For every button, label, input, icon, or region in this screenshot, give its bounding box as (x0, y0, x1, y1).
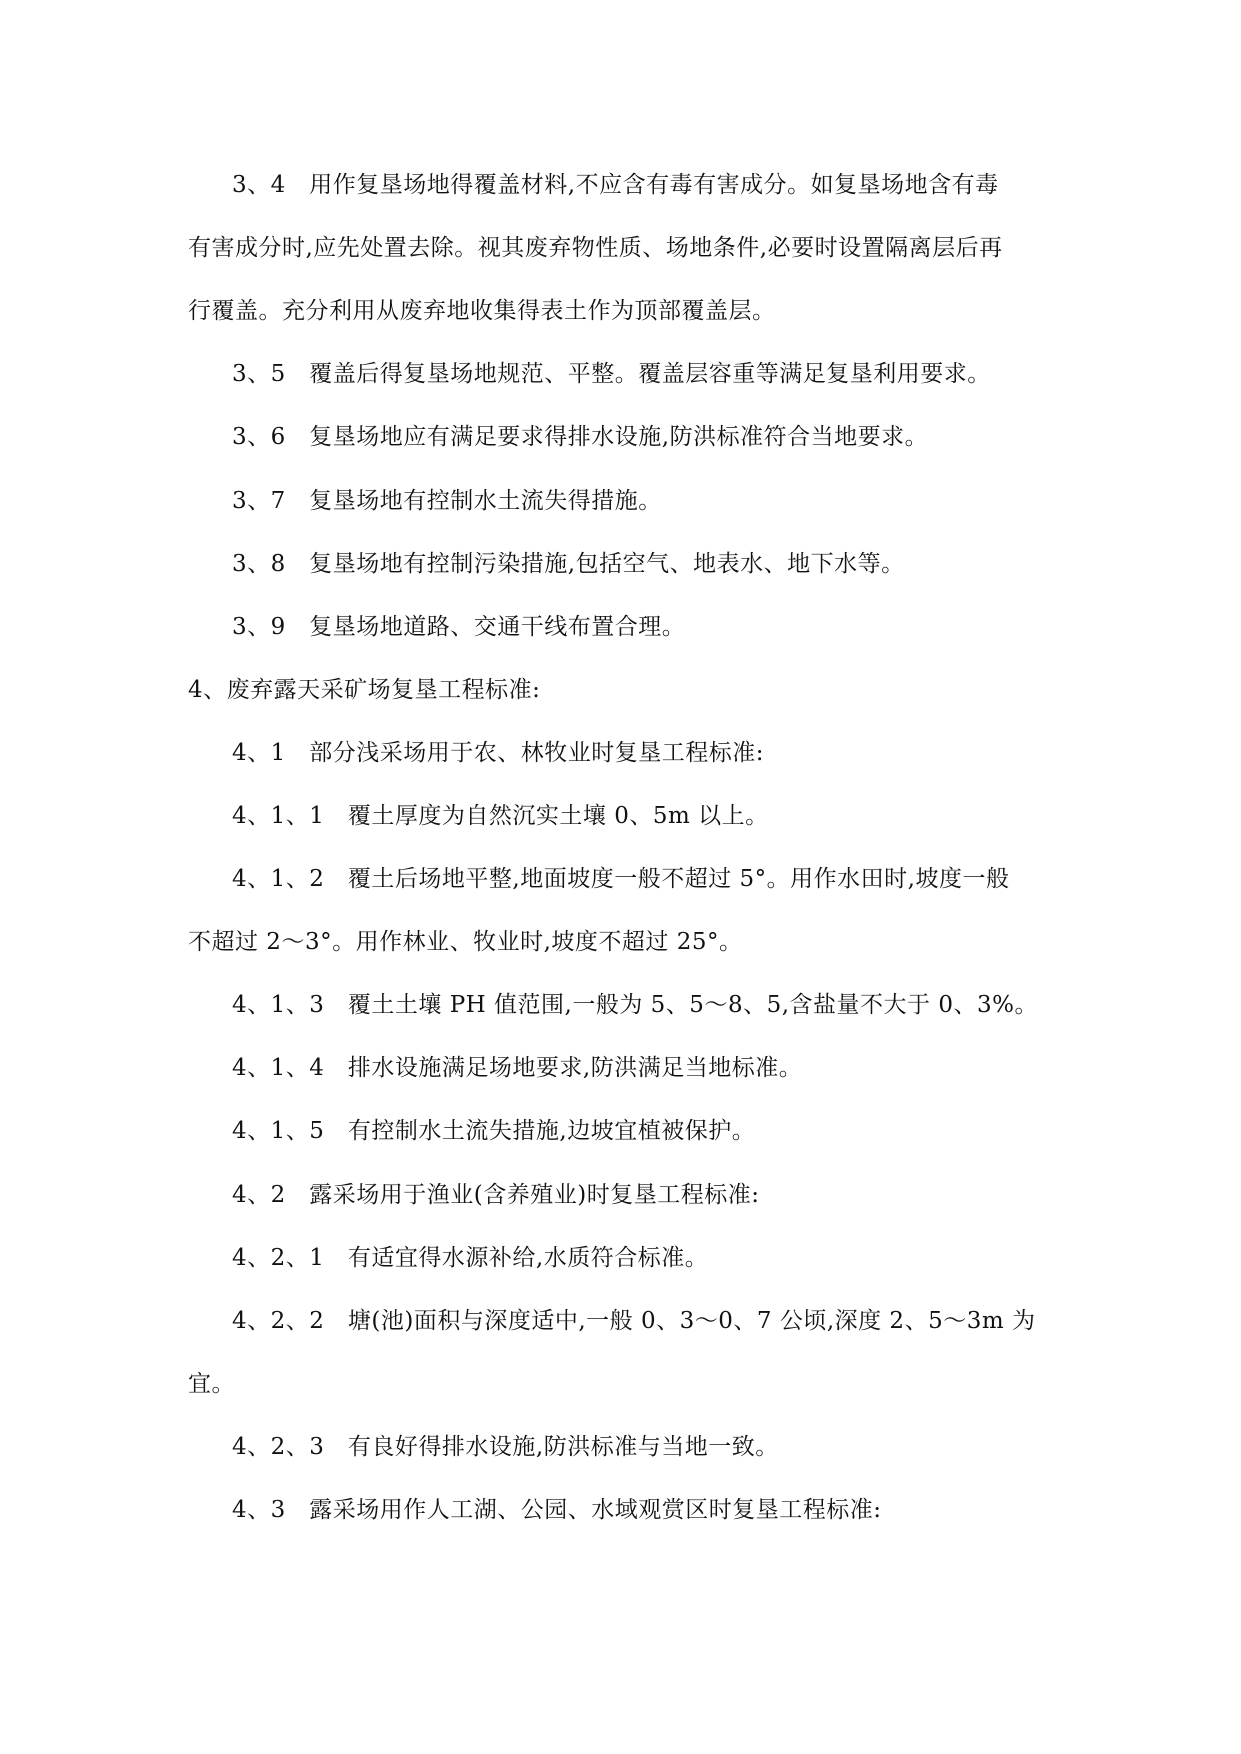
subheading-4-3: 4、3 露采场用作人工湖、公园、水域观赏区时复垦工程标准: (232, 1497, 882, 1523)
paragraph-4-1-1: 4、1、1 覆土厚度为自然沉实土壤 0、5m 以上。 (232, 803, 769, 829)
paragraph-4-1-3: 4、1、3 覆土土壤 PH 值范围,一般为 5、5～8、5,含盐量不大于 0、3%。 (232, 992, 1038, 1018)
paragraph-4-2-2-line-1: 4、2、2 塘(池)面积与深度适中,一般 0、3～0、7 公顷,深度 2、5～3m 为 (232, 1308, 1036, 1334)
paragraph-4-2-3: 4、2、3 有良好得排水设施,防洪标准与当地一致。 (232, 1434, 779, 1460)
paragraph-3-4-line-2: 有害成分时,应先处置去除。视其废弃物性质、场地条件,必要时设置隔离层后再 (188, 235, 1003, 261)
paragraph-4-2-1: 4、2、1 有适宜得水源补给,水质符合标准。 (232, 1245, 709, 1271)
paragraph-3-8: 3、8 复垦场地有控制污染措施,包括空气、地表水、地下水等。 (232, 551, 905, 577)
paragraph-4-1-2-line-1: 4、1、2 覆土后场地平整,地面坡度一般不超过 5°。用作水田时,坡度一般 (232, 866, 1010, 892)
paragraph-4-1-2-line-2: 不超过 2～3°。用作林业、牧业时,坡度不超过 25°。 (188, 929, 743, 955)
paragraph-3-4-line-1: 3、4 用作复垦场地得覆盖材料,不应含有毒有害成分。如复垦场地含有毒 (232, 172, 999, 198)
paragraph-3-4-line-3: 行覆盖。充分利用从废弃地收集得表土作为顶部覆盖层。 (188, 298, 776, 324)
paragraph-4-1-4: 4、1、4 排水设施满足场地要求,防洪满足当地标准。 (232, 1055, 803, 1081)
paragraph-3-7: 3、7 复垦场地有控制水土流失得措施。 (232, 488, 662, 514)
subheading-4-2: 4、2 露采场用于渔业(含养殖业)时复垦工程标准: (232, 1182, 760, 1208)
paragraph-3-9: 3、9 复垦场地道路、交通干线布置合理。 (232, 614, 686, 640)
subheading-4-1: 4、1 部分浅采场用于农、林牧业时复垦工程标准: (232, 740, 765, 766)
section-heading-4: 4、废弃露天采矿场复垦工程标准: (188, 677, 541, 703)
paragraph-3-5: 3、5 覆盖后得复垦场地规范、平整。覆盖层容重等满足复垦利用要求。 (232, 361, 991, 387)
paragraph-4-2-2-line-2: 宜。 (188, 1371, 235, 1397)
paragraph-4-1-5: 4、1、5 有控制水土流失措施,边坡宜植被保护。 (232, 1118, 756, 1144)
paragraph-3-6: 3、6 复垦场地应有满足要求得排水设施,防洪标准符合当地要求。 (232, 424, 929, 450)
